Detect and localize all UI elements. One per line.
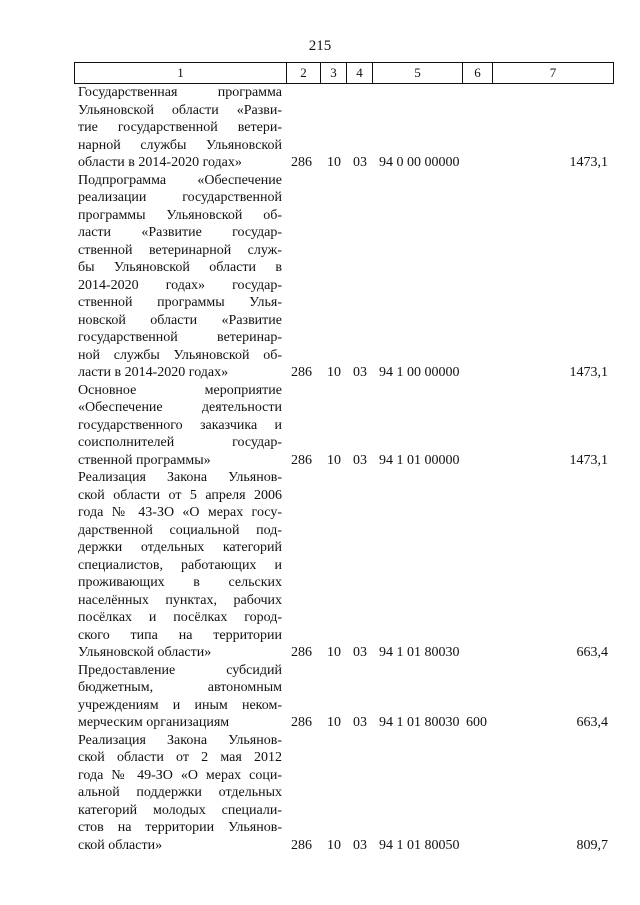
row-name-line: ной службы Ульяновской об-: [78, 347, 282, 363]
row-name-line: ской области от 5 апреля 2006: [78, 487, 282, 503]
table-row: [0, 172, 640, 382]
row-name-line: учреждениям и иным неком-: [78, 697, 282, 713]
section-code: 10: [327, 645, 341, 660]
row-name-line: категорий молодых специали-: [78, 802, 282, 818]
row-codes: [0, 714, 640, 732]
row-name-line: области в 2014-2020 годах»: [78, 155, 242, 170]
row-codes: [0, 452, 640, 470]
ministry-code: 286: [291, 715, 312, 730]
ministry-code: 286: [291, 837, 312, 853]
section-code: 10: [327, 452, 341, 468]
row-name-line: государственной ветеринар-: [78, 330, 282, 345]
row-name-line: новской области «Развитие: [78, 312, 282, 328]
target-article: 94 1 01 80030: [379, 645, 460, 660]
row-name-line: специалистов, работающих и: [78, 557, 282, 573]
row-name-line: посёлках и посёлках город-: [78, 610, 282, 625]
row-name-line: Предоставление субсидий: [78, 662, 282, 678]
row-name-line: населённых пунктах, рабочих: [78, 592, 282, 608]
subsection-code: 03: [353, 837, 367, 853]
table-body: [0, 84, 640, 854]
ministry-code: 286: [291, 155, 312, 170]
header-col-5: 5: [372, 63, 462, 83]
row-name-line: ственной программы Улья-: [78, 295, 282, 310]
amount: 663,4: [576, 645, 608, 660]
row-name-line: Реализация Закона Ульянов-: [78, 732, 282, 748]
row-name-line: ской области от 2 мая 2012: [78, 750, 282, 765]
header-col-3: 3: [320, 63, 346, 83]
row-name-line: ского типа на территории: [78, 627, 282, 643]
row-name-line: программы Ульяновской об-: [78, 207, 282, 223]
row-name-line: 2014-2020 годах» государ-: [78, 277, 282, 293]
subsection-code: 03: [353, 715, 367, 730]
section-code: 10: [327, 155, 341, 170]
amount: 1473,1: [569, 365, 608, 380]
row-name-line: мерческим организациям: [78, 715, 230, 730]
amount: 809,7: [576, 837, 608, 853]
row-name-line: стов на территории Ульянов-: [78, 820, 282, 835]
row-name-line: года № 43-ЗО «О мерах госу-: [78, 505, 282, 520]
row-name-line: Реализация Закона Ульянов-: [78, 470, 282, 485]
row-name-line: государственного заказчика и: [78, 417, 282, 433]
row-name-line: ласти в 2014-2020 годах»: [78, 365, 229, 380]
table-row: [0, 662, 640, 732]
row-name-line: реализации государственной: [78, 190, 282, 205]
target-article: 94 1 01 80030: [379, 715, 460, 730]
subsection-code: 03: [353, 155, 367, 170]
row-name-line: альной поддержки отдельных: [78, 785, 282, 800]
row-name-line: бы Ульяновской области в: [78, 260, 282, 275]
table-header: [74, 62, 614, 84]
row-codes: [0, 837, 640, 855]
row-codes: [0, 154, 640, 172]
table-row: [0, 84, 640, 172]
ministry-code: 286: [291, 452, 312, 468]
row-name-line: Ульяновской области»: [78, 645, 212, 660]
row-name-line: ской области»: [78, 837, 163, 853]
target-article: 94 0 00 00000: [379, 155, 460, 170]
row-name-line: тие государственной ветери-: [78, 120, 282, 135]
row-name-line: ственной ветеринарной служ-: [78, 242, 282, 258]
header-col-4: 4: [346, 63, 372, 83]
row-name-line: Подпрограмма «Обеспечение: [78, 172, 282, 188]
table-row: [0, 382, 640, 470]
row-name-line: ласти «Развитие государ-: [78, 225, 282, 240]
row-name: [78, 172, 282, 382]
table-row: [0, 469, 640, 662]
row-codes: [0, 644, 640, 662]
row-name-line: года № 49-ЗО «О мерах соци-: [78, 767, 282, 783]
row-name: [78, 469, 282, 662]
row-name-line: нарной службы Ульяновской: [78, 137, 282, 153]
subsection-code: 03: [353, 645, 367, 660]
header-col-7: 7: [492, 63, 614, 83]
page-number: 215: [308, 38, 332, 54]
target-article: 94 1 00 00000: [379, 365, 460, 380]
ministry-code: 286: [291, 645, 312, 660]
subsection-code: 03: [353, 365, 367, 380]
row-codes: [0, 364, 640, 382]
row-name-line: ственной программы»: [78, 452, 211, 468]
section-code: 10: [327, 715, 341, 730]
section-code: 10: [327, 365, 341, 380]
row-name-line: Ульяновской области «Разви-: [78, 102, 282, 118]
table-row: [0, 732, 640, 855]
header-col-6: 6: [462, 63, 492, 83]
row-name-line: проживающих в сельских: [78, 575, 282, 590]
subsection-code: 03: [353, 452, 367, 468]
ministry-code: 286: [291, 365, 312, 380]
target-article: 94 1 01 80050: [379, 837, 460, 853]
section-code: 10: [327, 837, 341, 853]
row-name-line: Основное мероприятие: [78, 382, 282, 398]
row-name-line: бюджетным, автономным: [78, 680, 282, 695]
amount: 663,4: [576, 715, 608, 730]
header-col-2: 2: [286, 63, 320, 83]
header-col-1: 1: [74, 63, 286, 83]
row-name-line: «Обеспечение деятельности: [78, 400, 282, 415]
row-name-line: держки отдельных категорий: [78, 540, 282, 555]
row-name-line: дарственной социальной под-: [78, 522, 282, 538]
row-name-line: соисполнителей государ-: [78, 435, 282, 450]
expense-type: 600: [466, 715, 487, 730]
amount: 1473,1: [569, 452, 608, 468]
row-name-line: Государственная программа: [78, 85, 282, 100]
target-article: 94 1 01 00000: [379, 452, 460, 468]
amount: 1473,1: [569, 155, 608, 170]
